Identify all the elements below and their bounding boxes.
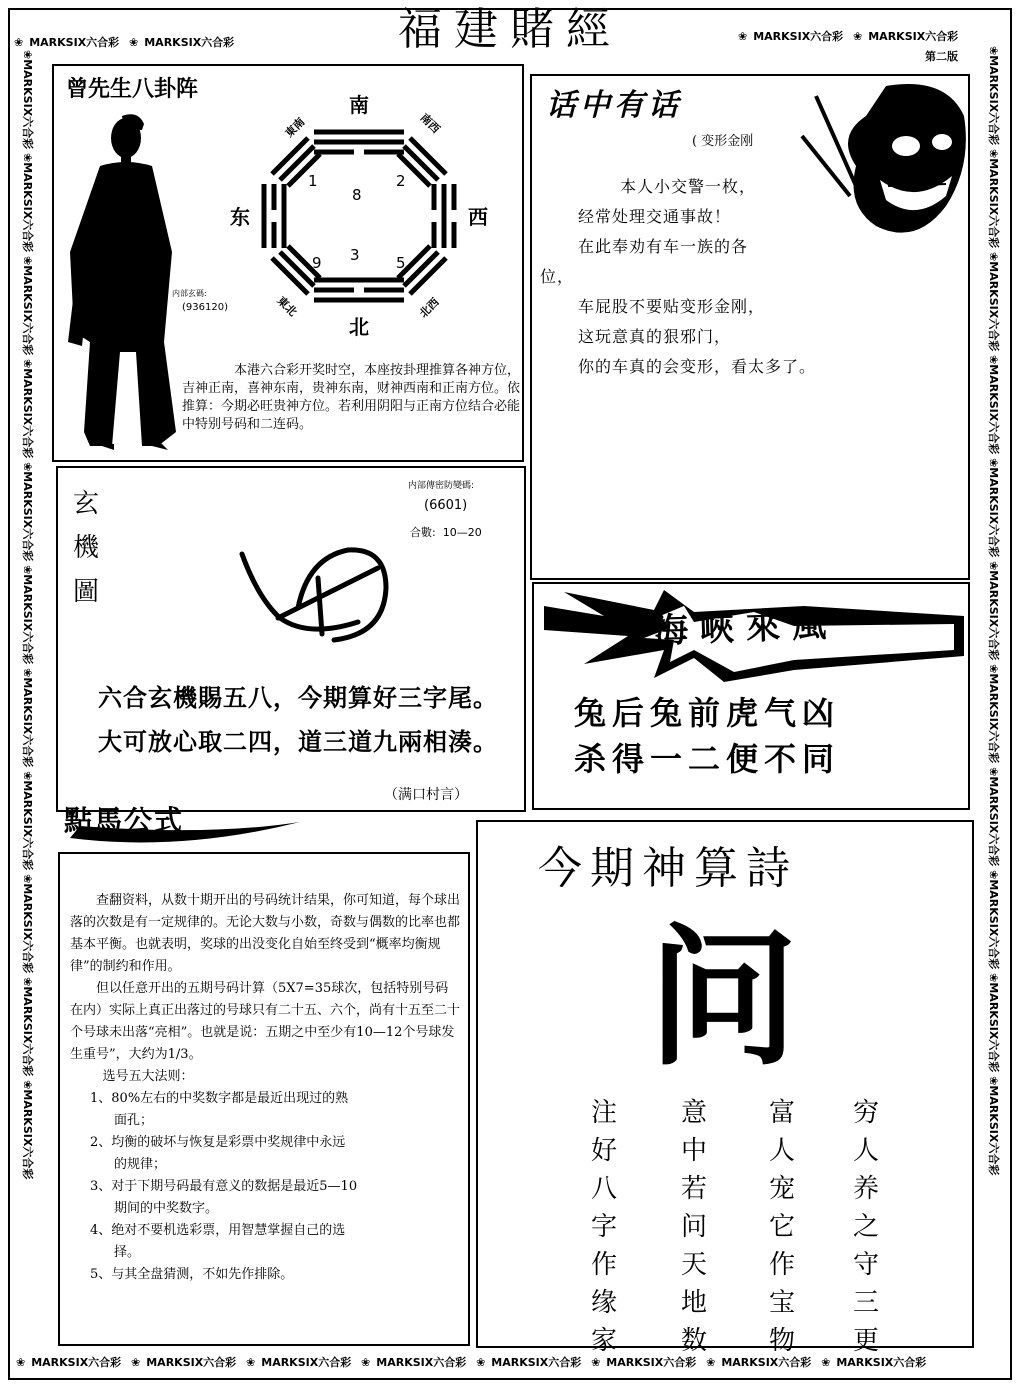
mystery-symbol-icon	[238, 538, 398, 648]
xuanji-count: 合數: 10—20	[410, 526, 482, 539]
page-title: 福建賭經	[398, 4, 622, 55]
xuanji-code-value: (6601)	[424, 498, 468, 513]
border-strip-bottom: ❀ MARKSIX六合彩 ❀ MARKSIX六合彩 ❀ MARKSIX六合彩 ❀ MARKSIX六合彩 ❀ MARKSIX六合彩 ❀ MARKSIX六合彩 ❀ MARKSIX六合彩 ❀ MARKSIX六合彩	[16, 1356, 927, 1369]
haixia-line-1: 兔后兔前虎气凶	[574, 694, 841, 732]
dir-southeast: 東南	[282, 115, 308, 141]
num-2: 2	[396, 172, 406, 190]
haixia-panel	[532, 582, 970, 810]
border-flower-icon: ❀	[14, 36, 24, 49]
dianma-para-2: 但以任意开出的五期号码计算（5X7=35球次，包括特别号码在内）实际上真正出落过的号球只有二十五、六个，尚有十五至二十个号球未出落“亮相”。也就是说：五期之中至少有10—12个号球发生重号”，大约为1/3。	[70, 981, 461, 1062]
haixia-line-2: 杀得一二便不同	[574, 740, 841, 778]
huazhong-panel	[530, 74, 970, 580]
border-flower-icon: ❀	[738, 30, 748, 43]
dianma-rules-title: 选号五大法则：	[102, 1069, 194, 1084]
dianma-rule: 5、与其全盘猜测，不如先作排除。	[90, 1267, 294, 1282]
dianma-rule: 4、绝对不要机选彩票，用智慧掌握自己的选 择。	[90, 1223, 346, 1260]
xuanji-poem: 六合玄機賜五八，今期算好三字尾。 大可放心取二四，道三道九兩相湊。	[98, 684, 498, 756]
border-strip-right: ❀MARKSIX六合彩 ❀MARKSIX六合彩 ❀MARKSIX六合彩 ❀MARKSIX六合彩 ❀MARKSIX六合彩 ❀MARKSIX六合彩 ❀MARKSIX六合彩 ❀MARKSIX六合彩 ❀MARKSIX六合彩 ❀MARKSIX六合彩 ❀MARKSIX六合彩	[987, 46, 1000, 1176]
border-strip-top-right: ❀ MARKSIX六合彩 ❀ MARKSIX六合彩	[738, 30, 959, 43]
border-flower-icon: ❀	[129, 36, 139, 49]
dir-southwest: 南西	[417, 111, 443, 136]
huazhong-title: 话中有话	[546, 88, 682, 123]
haixia-title: 海峽來風	[653, 604, 839, 652]
svg-text:點馬公式: 點馬公式	[64, 804, 185, 837]
bagua-diagram	[224, 88, 494, 338]
shensuan-big-char: 问	[648, 910, 799, 1086]
shensuan-title: 今期神算詩	[538, 843, 798, 894]
num-5: 5	[396, 254, 406, 272]
code-label: 内部玄碼:	[172, 289, 207, 298]
border-strip-left: ❀MARKSIX六合彩 ❀MARKSIX六合彩 ❀MARKSIX六合彩 ❀MARKSIX六合彩 ❀MARKSIX六合彩 ❀MARKSIX六合彩 ❀MARKSIX六合彩 ❀MARKSIX六合彩 ❀MARKSIX六合彩 ❀MARKSIX六合彩 ❀MARKSIX六合彩	[21, 50, 34, 1180]
edition-label: 第二版	[925, 50, 958, 63]
bagua-panel	[52, 64, 524, 462]
dianma-panel	[58, 852, 470, 1346]
xuanji-panel	[56, 466, 526, 812]
bagua-description: 本港六合彩开奖时空，本座按卦理推算各神方位，吉神正南，喜神东南，贵神东南，财神西南和正南方位。依推算：今期必旺贵神方位。若利用阴阳与正南方位结合必能中特别号码和二连码。	[182, 363, 521, 432]
dir-north: 北	[349, 315, 369, 338]
code-value: (936120)	[182, 302, 228, 313]
dir-west: 西	[468, 205, 488, 229]
dianma-rule: 3、对于下期号码最有意义的数据是最近5—10 期间的中奖数字。	[90, 1179, 358, 1216]
num-8: 8	[352, 186, 362, 204]
huazhong-body: 本人小交警一枚， 经常处理交通事故！ 在此奉劝有车一族的各 位， 车屁股不要贴变形金刚， 这玩意真的狠邪门， 你的车真的会变形，看太多了。	[540, 177, 817, 376]
shensuan-panel	[476, 820, 974, 1356]
dianma-title-banner	[60, 796, 310, 846]
xuanji-source: （满口村言）	[384, 787, 468, 803]
huazhong-author: ( 变形金刚	[692, 134, 754, 149]
man-figure-icon	[60, 102, 190, 452]
poem-column-4: 穷人养之守三更	[852, 1098, 879, 1356]
poem-column-3: 富人宠它作宝物	[768, 1098, 795, 1356]
border-flower-icon: ❀	[853, 30, 863, 43]
num-1: 1	[308, 172, 318, 190]
bagua-title: 曾先生八卦阵	[66, 77, 199, 102]
num-9: 9	[312, 254, 322, 272]
dir-east: 东	[230, 205, 250, 229]
dianma-body	[70, 890, 460, 1286]
dianma-rule: 2、均衡的破坏与恢复是彩票中奖规律中永远 的规律；	[90, 1135, 346, 1172]
dir-northeast: 東北	[274, 294, 300, 319]
dianma-para-1: 查翻资料，从数十期开出的号码统计结果，你可知道，每个球出落的次数是有一定规律的。无论大数与小数，奇数与偶数的比率也都基本平衡。也就表明，奖球的出没变化自始至终受到“概率均衡规律”的制约和作用。	[70, 893, 461, 974]
dir-northwest: 北西	[416, 295, 442, 321]
xuanji-code-label: 内部傳密防變碼:	[408, 481, 475, 491]
dianma-rule: 1、80%左右的中奖数字都是最近出现过的熟 面孔；	[90, 1091, 349, 1128]
poem-column-1: 注好八字作缘家	[590, 1098, 617, 1356]
poem-column-2: 意中若问天地数	[680, 1098, 707, 1356]
dir-south: 南	[349, 93, 369, 117]
num-3: 3	[350, 246, 360, 264]
border-strip-top-left: ❀ MARKSIX六合彩 ❀ MARKSIX六合彩	[14, 36, 235, 49]
xuanji-title: 玄 機 圖	[72, 489, 99, 607]
